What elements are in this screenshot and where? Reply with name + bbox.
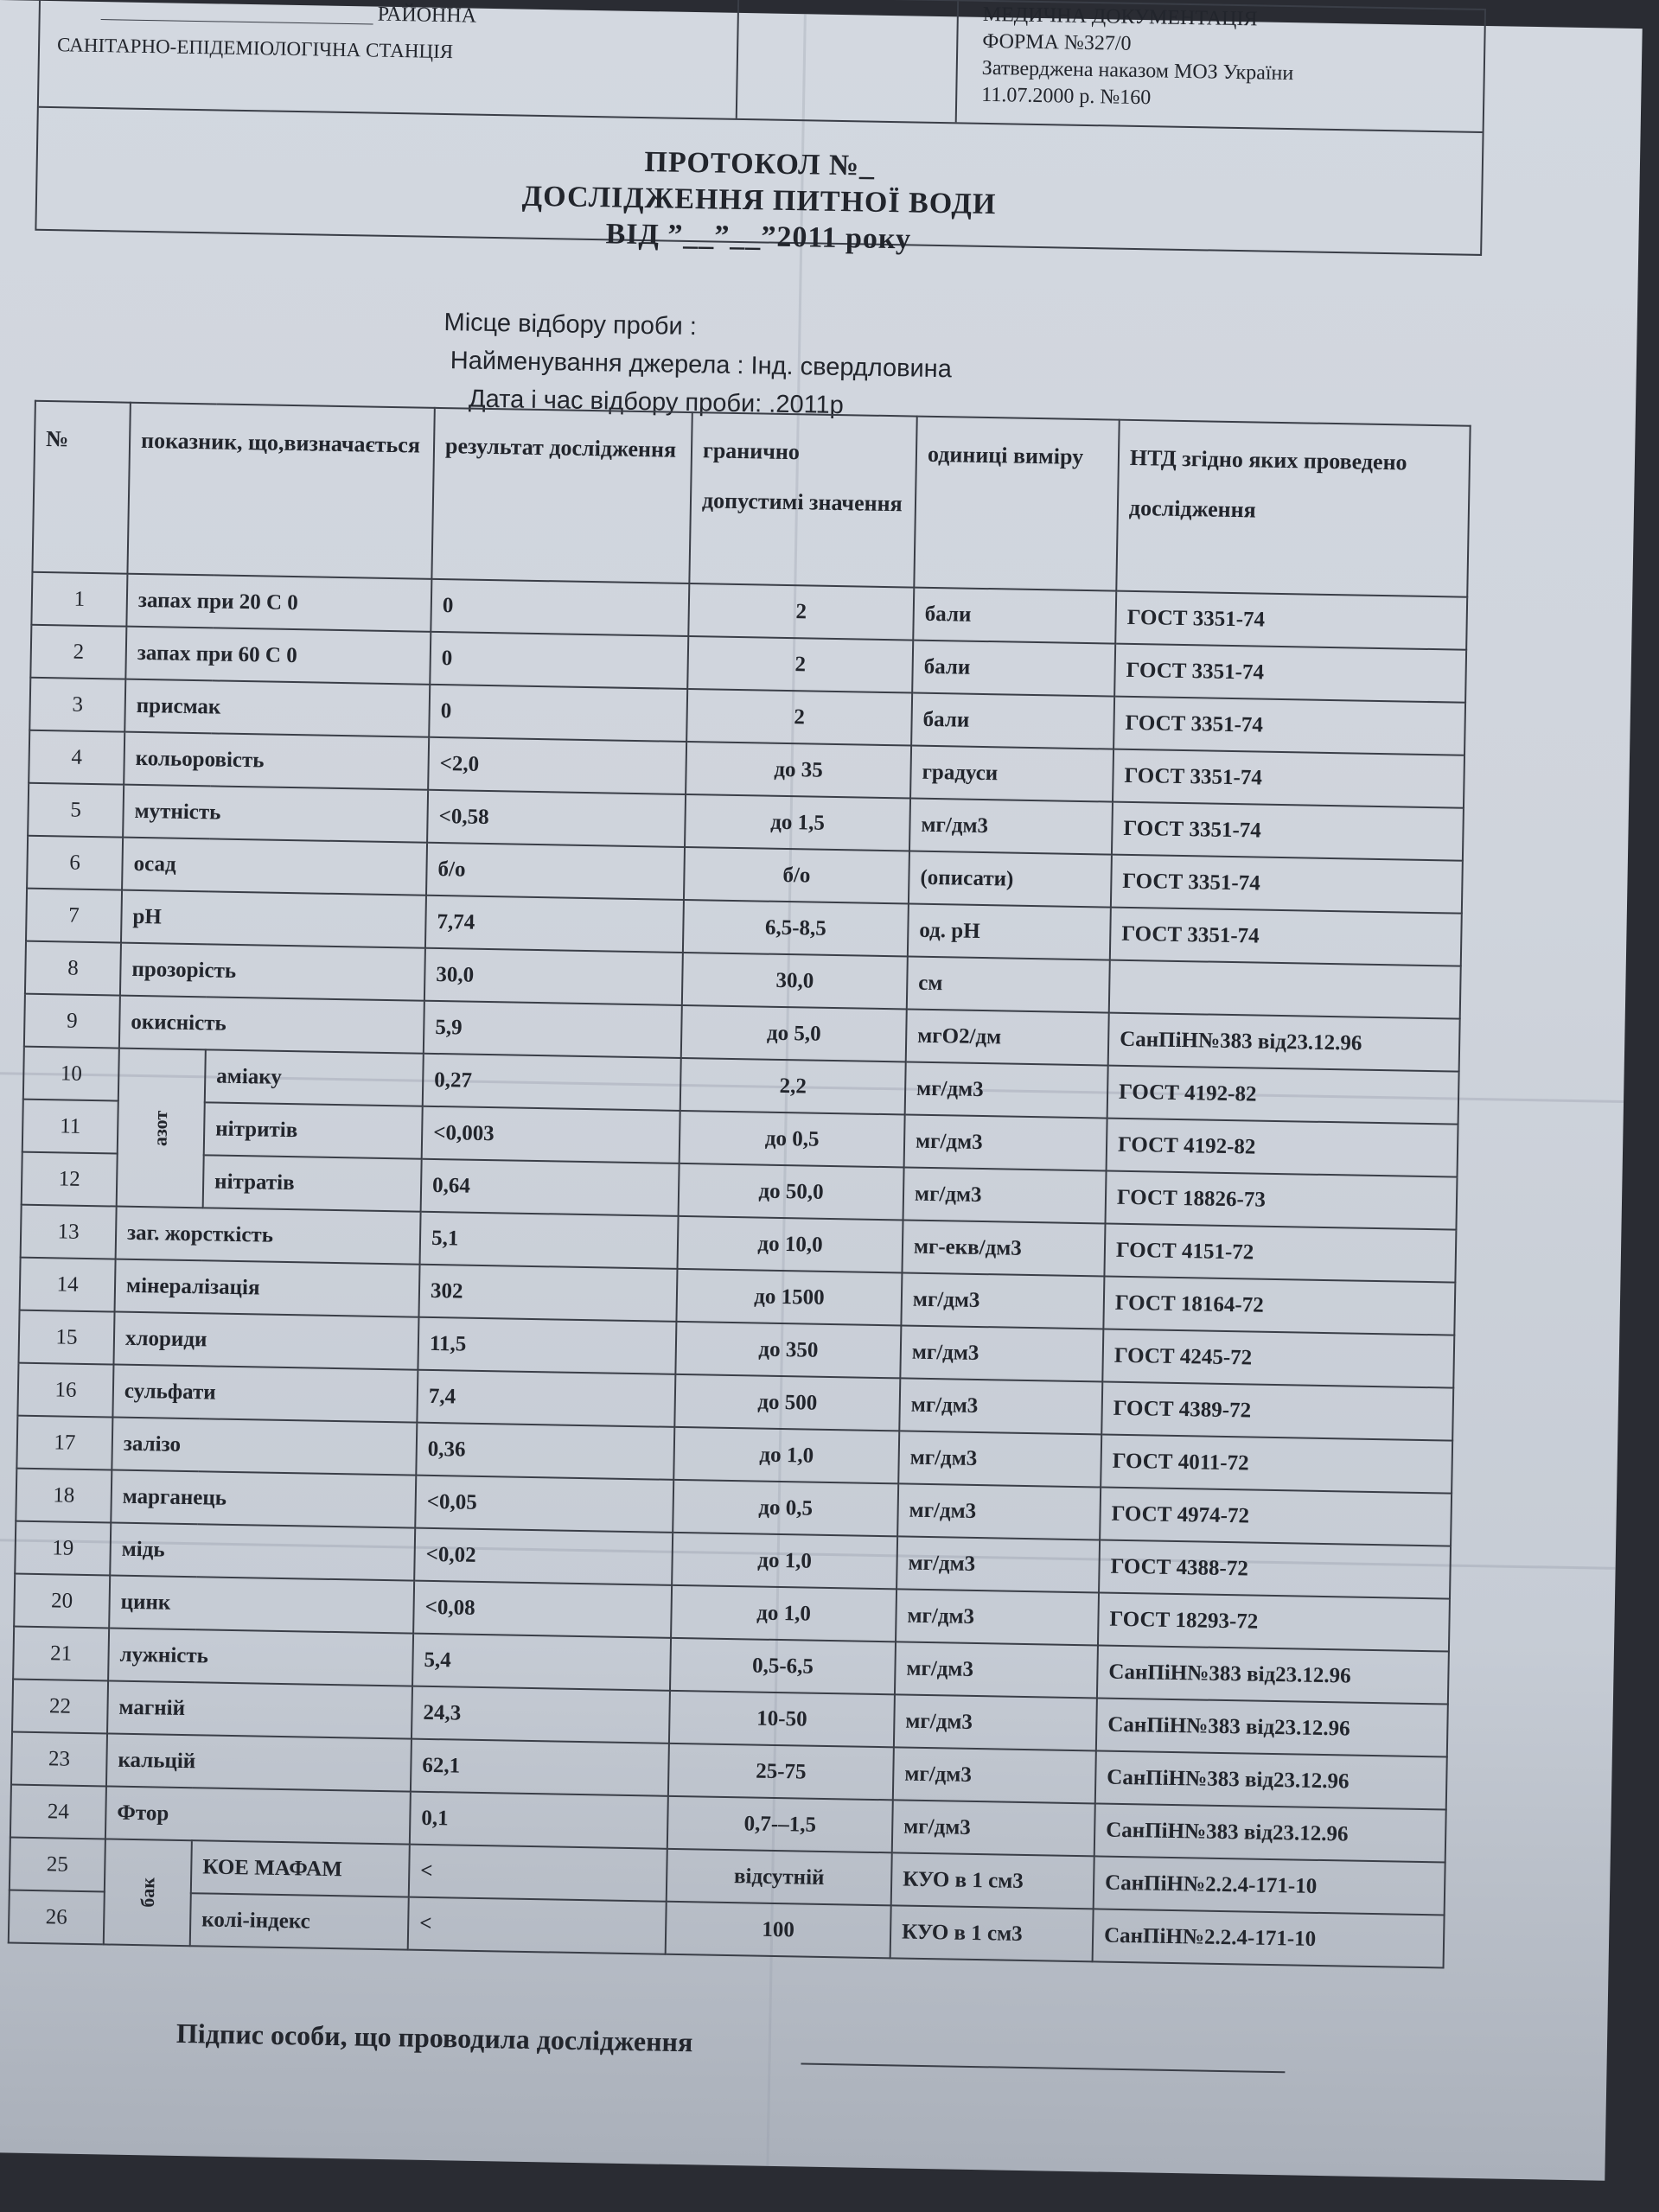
limit-value: до 35: [686, 742, 911, 799]
indicator-name: запах при 20 С 0: [126, 574, 431, 632]
row-number: 4: [29, 730, 124, 785]
limit-value: 2: [687, 636, 913, 693]
blank-line: [101, 19, 373, 24]
row-number: 23: [11, 1732, 107, 1787]
unit-value: мг/дм3: [909, 799, 1113, 855]
standard-value: ГОСТ 4192-82: [1107, 1066, 1459, 1125]
result-value: б/о: [426, 843, 685, 900]
row-number: 19: [15, 1521, 111, 1576]
standard-value: ГОСТ 3351-74: [1114, 644, 1466, 703]
row-number: 22: [12, 1680, 108, 1734]
sample-place: Місце відбору проби :: [443, 309, 698, 341]
unit-value: мг/дм3: [894, 1694, 1097, 1750]
standard-value: ГОСТ 18164-72: [1103, 1277, 1455, 1335]
limit-value: 25-75: [668, 1743, 894, 1801]
result-value: 5,9: [424, 1001, 682, 1058]
row-number: 2: [30, 625, 126, 679]
row-number: 9: [24, 994, 120, 1049]
row-number: 13: [21, 1205, 117, 1259]
unit-value: мг/дм3: [904, 1114, 1107, 1170]
result-value: 5,4: [412, 1634, 671, 1691]
unit-value: мг-екв/дм3: [902, 1220, 1105, 1276]
indicator-name: мутність: [123, 785, 428, 843]
standard-value: СанПіН№383 від23.12.96: [1108, 1013, 1460, 1072]
indicator-name: мідь: [110, 1523, 415, 1581]
signature-label: Підпис особи, що проводила дослідження: [175, 2017, 693, 2058]
unit-value: мг/дм3: [899, 1378, 1102, 1434]
row-number: 3: [29, 678, 125, 732]
limit-value: до 0,5: [680, 1111, 905, 1168]
table-body: [9, 572, 1467, 1968]
limit-value: 2: [688, 583, 914, 641]
form-approved: Затверджена наказом МОЗ України: [981, 56, 1294, 86]
standard-value: ГОСТ 18826-73: [1105, 1171, 1457, 1230]
unit-value: КУО в 1 см3: [891, 1852, 1094, 1909]
standard-value: ГОСТ 4388-72: [1099, 1539, 1451, 1598]
indicator-name: залізо: [112, 1418, 417, 1476]
limit-value: 100: [666, 1902, 891, 1959]
header-box: [35, 0, 1486, 256]
results-table: [8, 400, 1471, 1969]
result-value: 0: [429, 685, 687, 742]
row-number: 15: [18, 1310, 114, 1365]
unit-value: мг/дм3: [893, 1747, 1096, 1803]
standard-value: ГОСТ 4974-72: [1100, 1487, 1452, 1546]
limit-value: 0,7-–1,5: [667, 1796, 893, 1853]
row-number: 1: [31, 572, 127, 627]
unit-value: мг/дм3: [900, 1325, 1103, 1381]
standard-value: СанПіН№2.2.4-171-10: [1094, 1856, 1445, 1915]
result-value: <2,0: [428, 737, 686, 794]
result-value: <0,003: [422, 1106, 680, 1163]
header-indicator: показник, що,визначається: [127, 403, 434, 579]
sample-source: Найменування джерела : Інд. свердловина: [450, 347, 953, 384]
row-number: 25: [10, 1838, 105, 1892]
unit-value: мг/дм3: [897, 1483, 1101, 1539]
indicator-name: окисність: [119, 996, 424, 1054]
table-header-row: [32, 401, 1470, 597]
limit-value: 2,2: [680, 1058, 906, 1115]
unit-value: мг/дм3: [896, 1589, 1099, 1645]
limit-value: 0,5-6,5: [670, 1638, 896, 1695]
standard-value: ГОСТ 3351-74: [1115, 591, 1467, 650]
indicator-name: кольоровість: [124, 732, 429, 790]
limit-value: до 0,5: [673, 1480, 898, 1537]
indicator-name: аміаку: [205, 1049, 424, 1106]
standard-value: СанПіН№383 від23.12.96: [1097, 1645, 1449, 1704]
group-label: бак: [136, 1877, 159, 1908]
unit-value: бали: [912, 641, 1115, 697]
standard-value: ГОСТ 4245-72: [1102, 1329, 1454, 1388]
standard-value: [1109, 960, 1461, 1019]
result-value: 30,0: [424, 948, 683, 1005]
result-value: <: [409, 1845, 667, 1902]
result-value: 5,1: [420, 1212, 679, 1269]
row-number: 5: [28, 783, 124, 838]
standard-value: ГОСТ 3351-74: [1113, 749, 1464, 808]
indicator-name: мінералізація: [115, 1259, 420, 1317]
indicator-name: кальцій: [106, 1733, 412, 1791]
row-number: 6: [27, 836, 123, 890]
limit-value: до 1,0: [673, 1427, 899, 1484]
unit-value: мгО2/дм: [906, 1009, 1109, 1065]
indicator-name: осад: [122, 838, 427, 896]
result-value: 7,4: [417, 1370, 675, 1427]
standard-value: ГОСТ 4192-82: [1107, 1119, 1458, 1177]
sample-datetime: Дата і час відбору проби: .2011р: [468, 385, 845, 420]
indicator-name: pH: [121, 890, 426, 948]
result-value: 0: [431, 579, 689, 636]
row-number: 14: [20, 1258, 116, 1312]
indicator-name: лужність: [108, 1628, 413, 1686]
row-number: 11: [22, 1100, 118, 1154]
form-title: МЕДИЧНА ДОКУМЕНТАЦІЯ: [982, 3, 1258, 31]
result-value: 11,5: [418, 1317, 676, 1374]
limit-value: до 10,0: [678, 1216, 903, 1273]
limit-value: до 500: [674, 1374, 900, 1431]
form-info: [981, 2, 1295, 114]
indicator-name: хлориди: [113, 1312, 418, 1370]
result-value: 0,36: [416, 1423, 674, 1480]
indicator-name: марганець: [111, 1470, 416, 1528]
standard-value: ГОСТ 3351-74: [1112, 802, 1464, 861]
unit-value: мг/дм3: [892, 1800, 1095, 1856]
unit-value: бали: [913, 588, 1116, 644]
group-bacteriological: [104, 1839, 192, 1946]
standard-value: ГОСТ 4389-72: [1101, 1382, 1453, 1441]
limit-value: до 1,0: [671, 1585, 896, 1642]
title-line-2: ДОСЛІДЖЕННЯ ПИТНОЇ ВОДИ: [521, 180, 997, 221]
row-number: 24: [10, 1785, 106, 1839]
limit-value: до 1,5: [685, 794, 910, 851]
standard-value: ГОСТ 4151-72: [1104, 1224, 1456, 1283]
result-value: 0,27: [423, 1054, 681, 1111]
header-limit: гранично допустимі значення: [689, 412, 916, 588]
unit-value: од. pH: [908, 904, 1111, 960]
limit-value: до 350: [675, 1322, 901, 1379]
unit-value: (описати): [909, 851, 1112, 908]
indicator-name: магній: [107, 1680, 412, 1738]
indicator-name: КОЕ МАФАМ: [191, 1840, 410, 1896]
result-value: 0: [430, 632, 688, 689]
indicator-name: нітратів: [203, 1155, 422, 1211]
form-approved-date: 11.07.2000 р. №160: [981, 83, 1152, 110]
unit-value: мг/дм3: [905, 1061, 1108, 1118]
header-standard: НТД згідно яких проведено дослідження: [1116, 420, 1470, 597]
indicator-name: нітритів: [204, 1102, 423, 1158]
standard-value: ГОСТ 3351-74: [1111, 855, 1463, 914]
row-number: 8: [25, 941, 121, 996]
indicator-name: цинк: [109, 1575, 414, 1633]
limit-value: до 1500: [676, 1269, 902, 1326]
title-line-1: ПРОТОКОЛ №_: [644, 146, 876, 182]
header-station-cell: [39, 0, 739, 118]
limit-value: до 50,0: [679, 1163, 904, 1221]
unit-value: мг/дм3: [901, 1272, 1104, 1329]
row-number: 18: [16, 1469, 112, 1523]
result-value: <0,05: [415, 1476, 673, 1533]
indicator-name: сульфати: [112, 1365, 418, 1423]
group-label: азот: [149, 1110, 172, 1146]
row-number: 10: [23, 1047, 119, 1101]
header-blank-cell: [737, 0, 959, 122]
form-number: ФОРМА №327/0: [982, 29, 1132, 55]
unit-value: бали: [911, 693, 1114, 749]
unit-value: КУО в 1 см3: [890, 1905, 1094, 1961]
title-line-3: ВІД ”__”__”2011 року: [605, 218, 912, 256]
standard-value: СанПіН№383 від23.12.96: [1095, 1750, 1447, 1809]
unit-value: градуси: [910, 746, 1113, 802]
header-result: результат дослідження: [431, 408, 692, 583]
unit-value: мг/дм3: [896, 1536, 1100, 1592]
result-value: <: [408, 1897, 667, 1954]
standard-value: ГОСТ 3351-74: [1110, 908, 1462, 966]
indicator-name: запах при 60 С 0: [125, 627, 431, 685]
limit-value: до 5,0: [681, 1005, 907, 1062]
standard-value: ГОСТ 4011-72: [1101, 1434, 1452, 1493]
result-value: 302: [418, 1265, 677, 1322]
row-number: 12: [22, 1152, 118, 1207]
result-value: 62,1: [411, 1739, 669, 1796]
standard-value: СанПіН№2.2.4-171-10: [1093, 1909, 1445, 1967]
indicator-name: Фтор: [105, 1786, 411, 1844]
row-number: 26: [9, 1890, 105, 1945]
result-value: 0,64: [421, 1159, 680, 1216]
limit-value: 6,5-8,5: [683, 900, 909, 957]
header-row: [39, 0, 1484, 133]
limit-value: відсутній: [667, 1849, 892, 1906]
standard-value: ГОСТ 3351-74: [1113, 697, 1465, 755]
limit-value: б/о: [684, 847, 909, 904]
signature-line: [801, 2063, 1285, 2074]
result-value: <0,02: [414, 1528, 673, 1585]
protocol-title: [36, 134, 1482, 268]
result-value: 7,74: [425, 896, 684, 953]
limit-value: 10-50: [669, 1691, 895, 1748]
row-number: 7: [26, 889, 122, 943]
result-value: <0,58: [427, 790, 686, 847]
indicator-name: заг. жорсткість: [116, 1207, 421, 1265]
limit-value: до 1,0: [672, 1533, 897, 1590]
row-number: 21: [13, 1627, 109, 1681]
row-number: 16: [17, 1363, 113, 1418]
indicator-name: колі-індекс: [190, 1893, 409, 1949]
unit-value: мг/дм3: [903, 1167, 1107, 1223]
standard-value: СанПіН№383 від23.12.96: [1094, 1803, 1446, 1862]
row-number: 17: [16, 1416, 112, 1470]
group-nitrogen: [117, 1049, 206, 1208]
standard-value: СанПіН№383 від23.12.96: [1096, 1698, 1448, 1756]
rayonna-label: РАЙОННА: [377, 3, 477, 28]
indicator-name: присмак: [124, 679, 430, 737]
limit-value: 2: [686, 689, 912, 746]
header-num: №: [32, 401, 130, 574]
header-unit: одиниці виміру: [914, 417, 1119, 591]
station-name: САНІТАРНО-ЕПІДЕМІОЛОГІЧНА СТАНЦІЯ: [56, 34, 454, 63]
standard-value: ГОСТ 18293-72: [1098, 1592, 1450, 1651]
unit-value: см: [907, 956, 1110, 1012]
result-value: 0,1: [410, 1792, 668, 1849]
result-value: <0,08: [413, 1581, 672, 1638]
row-number: 20: [14, 1574, 110, 1629]
limit-value: 30,0: [682, 953, 908, 1010]
result-value: 24,3: [412, 1686, 670, 1743]
unit-value: мг/дм3: [898, 1431, 1101, 1487]
indicator-name: прозорість: [120, 943, 425, 1001]
unit-value: мг/дм3: [895, 1641, 1098, 1698]
